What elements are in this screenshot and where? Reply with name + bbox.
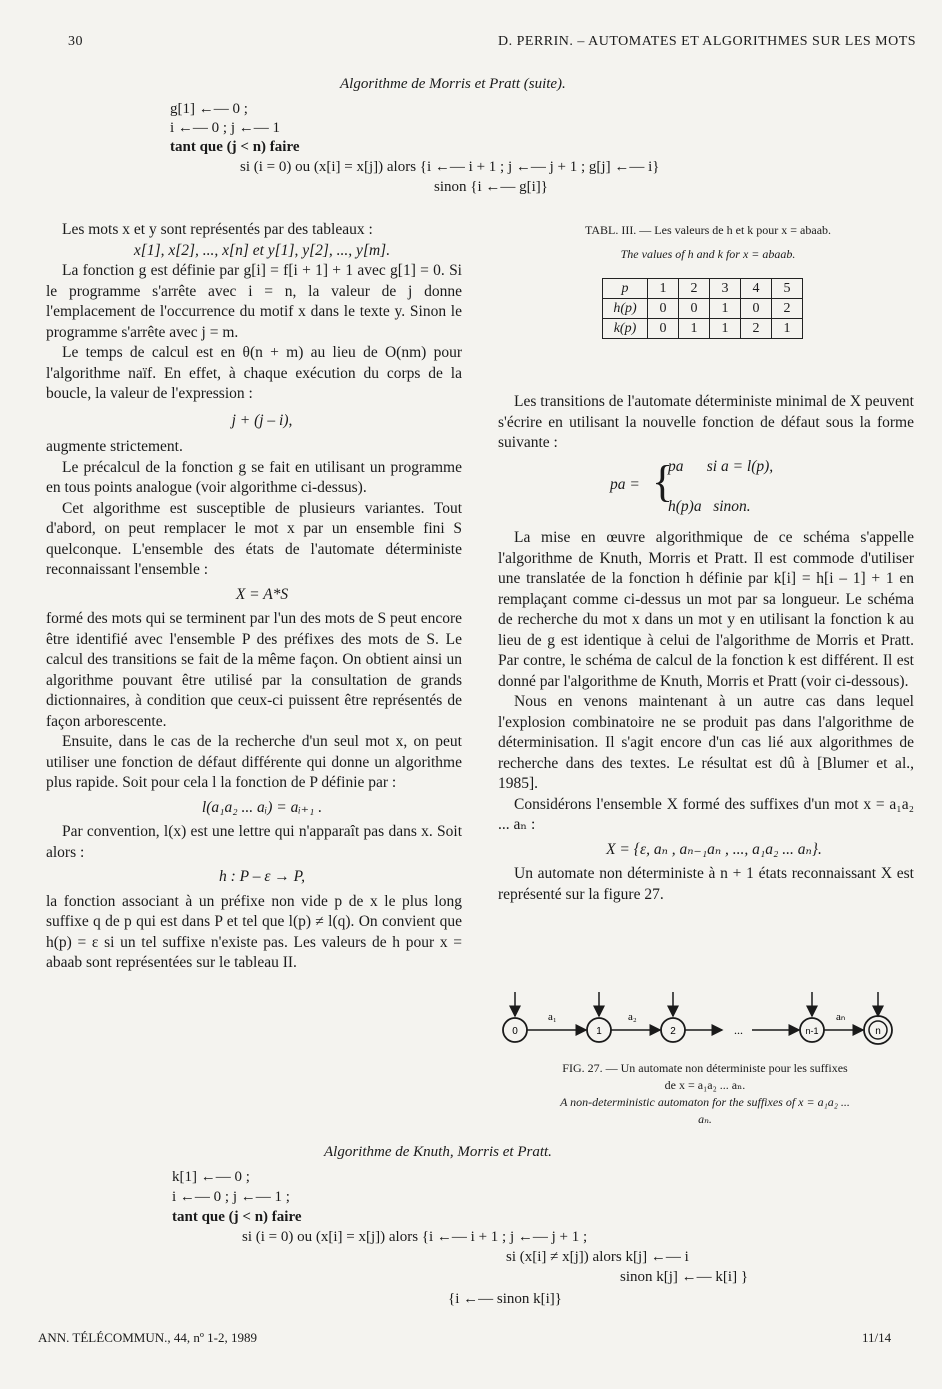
paragraph: Le précalcul de la fonction g se fait en utilisant un programme en tous points analogue (voir algorithme ci-dessus). <box>46 458 462 496</box>
ellipsis: ... <box>734 1023 743 1037</box>
figure-caption-en: A non-deterministic automaton for the suffixes of x = a₁a₂ ... aₙ. <box>560 1095 850 1126</box>
left-column <box>46 220 462 974</box>
equation: X = A*S <box>235 585 289 603</box>
algo1-line-2: i ←— 0 ; j ←— 1 <box>170 120 281 136</box>
paragraph: Par convention, l(x) est une lettre qui n'apparaît pas dans x. Soit alors : <box>46 823 462 861</box>
values-table <box>602 278 803 339</box>
paragraph: Les mots x et y sont représentés par des tableaux : <box>62 221 373 238</box>
equation: l(a₁a₂ ... aᵢ) = aᵢ₊₁ . <box>201 798 323 816</box>
algo2-line-4: si (i = 0) ou (x[i] = x[j]) alors {i ←— i + 1 ; j ←— j + 1 ; <box>242 1229 588 1245</box>
table-cell: 1 <box>772 319 803 339</box>
table-cell: h(p) <box>603 299 648 319</box>
brace: { <box>652 457 674 506</box>
paragraph: Un automate non déterministe à n + 1 états reconnaissant X est représenté sur la figure 27. <box>498 865 914 903</box>
table-cell: 3 <box>710 279 741 299</box>
page-counter: 11/14 <box>862 1330 892 1345</box>
table-cell: 5 <box>772 279 803 299</box>
state-label: 0 <box>512 1026 518 1037</box>
table-cell: 1 <box>710 299 741 319</box>
algo1-line-4: si (i = 0) ou (x[i] = x[j]) alors {i ←— i + 1 ; j ←— j + 1 ; g[j] ←— i} <box>240 159 660 175</box>
paragraph: Nous en venons maintenant à un autre cas dans lequel l'explosion combinatoire ne se produit pas dans l'algorithme de déterminisation. Il s'agit encore d'un cas lié aux algorithmes de recherche dans des textes. Le résultat est dû à [Blumer et al., 1985]. <box>498 693 914 792</box>
edge-label: aₙ <box>836 1011 846 1023</box>
algo2-line-2: i ←— 0 ; j ←— 1 ; <box>172 1189 290 1205</box>
table-row <box>603 319 803 339</box>
piecewise-lhs: pa = <box>610 476 640 493</box>
table-cell: 1 <box>710 319 741 339</box>
journal-reference: ANN. TÉLÉCOMMUN., 44, nº 1-2, 1989 <box>38 1330 258 1345</box>
piecewise-case-1: pa si a = l(p), <box>668 458 774 475</box>
state-label: n-1 <box>805 1026 819 1036</box>
state-label: 1 <box>596 1026 602 1037</box>
equation: X = {ε, aₙ , aₙ₋₁aₙ , ..., a₁a₂ ... aₙ}. <box>606 840 822 858</box>
paragraph: Les transitions de l'automate déterministe minimal de X peuvent s'écrire en utilisant la nouvelle fonction de défaut sous la forme suivante : <box>498 393 914 451</box>
algo1-line-1: g[1] ←— 0 ; <box>170 101 248 117</box>
algo2-line-3: tant que (j < n) faire <box>172 1209 302 1225</box>
table-cell: 2 <box>679 279 710 299</box>
table-row <box>603 279 803 299</box>
paragraph: la fonction associant à un préfixe non vide p de x le plus long suffixe q de p qui est dans P et tel que l(p) ≠ l(q). On convient que h(p) = ε si un tel suffixe n'existe pas. Les valeurs de h pour x = abaab sont représentées sur le tableau II. <box>46 892 462 971</box>
page-number: 30 <box>68 34 83 49</box>
algo2-line-7: {i ←— sinon k[i]} <box>448 1291 562 1307</box>
paragraph: Ensuite, dans le cas de la recherche d'un seul mot x, on peut utiliser une fonction de défaut différente qui donne un algorithme plus rapide. Soit pour cela l la fonction de P définie par : <box>46 733 462 791</box>
algo1-line-5: sinon {i ←— g[i]} <box>434 179 548 195</box>
algo2-line-5: si (x[i] ≠ x[j]) alors k[j] ←— i <box>506 1249 689 1265</box>
algo1-title: Algorithme de Morris et Pratt (suite). <box>340 76 566 92</box>
table-cell: 0 <box>679 299 710 319</box>
paragraph: Considérons l'ensemble X formé des suffixes d'un mot x = a₁a₂ ... aₙ : <box>498 795 914 833</box>
edge-label: a₁ <box>548 1011 557 1023</box>
edge-label: a₂ <box>628 1011 637 1023</box>
algo2-line-1: k[1] ←— 0 ; <box>172 1169 250 1185</box>
table-caption-en: The values of h and k for x = abaab. <box>620 247 796 261</box>
algo2-line-6: sinon k[j] ←— k[i] } <box>620 1269 749 1285</box>
table-cell: 0 <box>648 319 679 339</box>
paragraph: formé des mots qui se terminent par l'un des mots de S peut encore être identifié avec l'ensemble P des préfixes des mots de S. Le calcul des transitions se fait de la même façon. On obtient ainsi un algorithme pouvant être utilisé par la consultation de grands dictionnaires, à condition que ceux-ci puissent être représentés de façon arborescente. <box>46 610 462 730</box>
state-label: 2 <box>670 1026 676 1037</box>
table-cell: 2 <box>772 299 803 319</box>
table-cell: p <box>603 279 648 299</box>
automaton-figure <box>496 990 916 1056</box>
table-cell: 0 <box>741 299 772 319</box>
right-column-top <box>498 392 914 454</box>
paragraph: La mise en œuvre algorithmique de ce schéma s'appelle l'algorithme de Knuth, Morris et Pratt. Il est commode d'utiliser une translatée de la fonction h définie par k[i] = h[i – 1] + 1 en remplaçant comme ci-dessus un mot par sa longueur. Le schéma de recherche du mot x dans un mot y en utilisant la fonction k au lieu de g est identique à celui de l'algorithme de Morris et Pratt. Par contre, le schéma de calcul de la fonction k est différent. Il est donné par l'algorithme de Knuth, Morris et Pratt (voir ci-dessous). <box>498 529 914 690</box>
equation: x[1], x[2], ..., x[n] et y[1], y[2], ..., y[m]. <box>133 241 391 259</box>
right-column-bottom <box>498 528 914 905</box>
state-label: n <box>875 1026 881 1037</box>
algo1-line-3: tant que (j < n) faire <box>170 139 300 155</box>
algo2-title: Algorithme de Knuth, Morris et Pratt. <box>324 1144 552 1160</box>
table-cell: 1 <box>679 319 710 339</box>
paragraph: La fonction g est définie par g[i] = f[i + 1] + 1 avec g[1] = 0. Si le programme s'arrête avec i = n, la valeur de j donne l'emplacement de l'occurrence du motif x dans le texte y. Sinon le programme s'arrête avec j = m. <box>46 262 462 341</box>
table-cell: k(p) <box>603 319 648 339</box>
piecewise-case-2: h(p)a sinon. <box>668 498 751 515</box>
paragraph: augmente strictement. <box>46 438 183 455</box>
table-cell: 1 <box>648 279 679 299</box>
equation: h : P – ε → P, <box>218 868 306 885</box>
table-caption-fr: TABL. III. — Les valeurs de h et k pour x = abaab. <box>584 223 832 237</box>
table-row <box>603 299 803 319</box>
table-cell: 4 <box>741 279 772 299</box>
paragraph: Cet algorithme est susceptible de plusieurs variantes. Tout d'abord, on peut remplacer le mot x par un ensemble fini S quelconque. L'ensemble des états de l'automate déterministe reconnaissant l'ensemble : <box>46 499 462 578</box>
equation: j + (j – i), <box>231 411 293 429</box>
table-cell: 0 <box>648 299 679 319</box>
running-title: D. PERRIN. – AUTOMATES ET ALGORITHMES SUR LES MOTS <box>498 34 917 49</box>
figure-caption-fr: FIG. 27. — Un automate non déterministe pour les suffixes de x = a₁a₂ ... aₙ. <box>562 1061 848 1092</box>
paragraph: Le temps de calcul est en θ(n + m) au lieu de O(nm) pour l'algorithme naïf. En effet, à chaque exécution du corps de la boucle, la valeur de l'expression : <box>46 344 462 402</box>
table-cell: 2 <box>741 319 772 339</box>
